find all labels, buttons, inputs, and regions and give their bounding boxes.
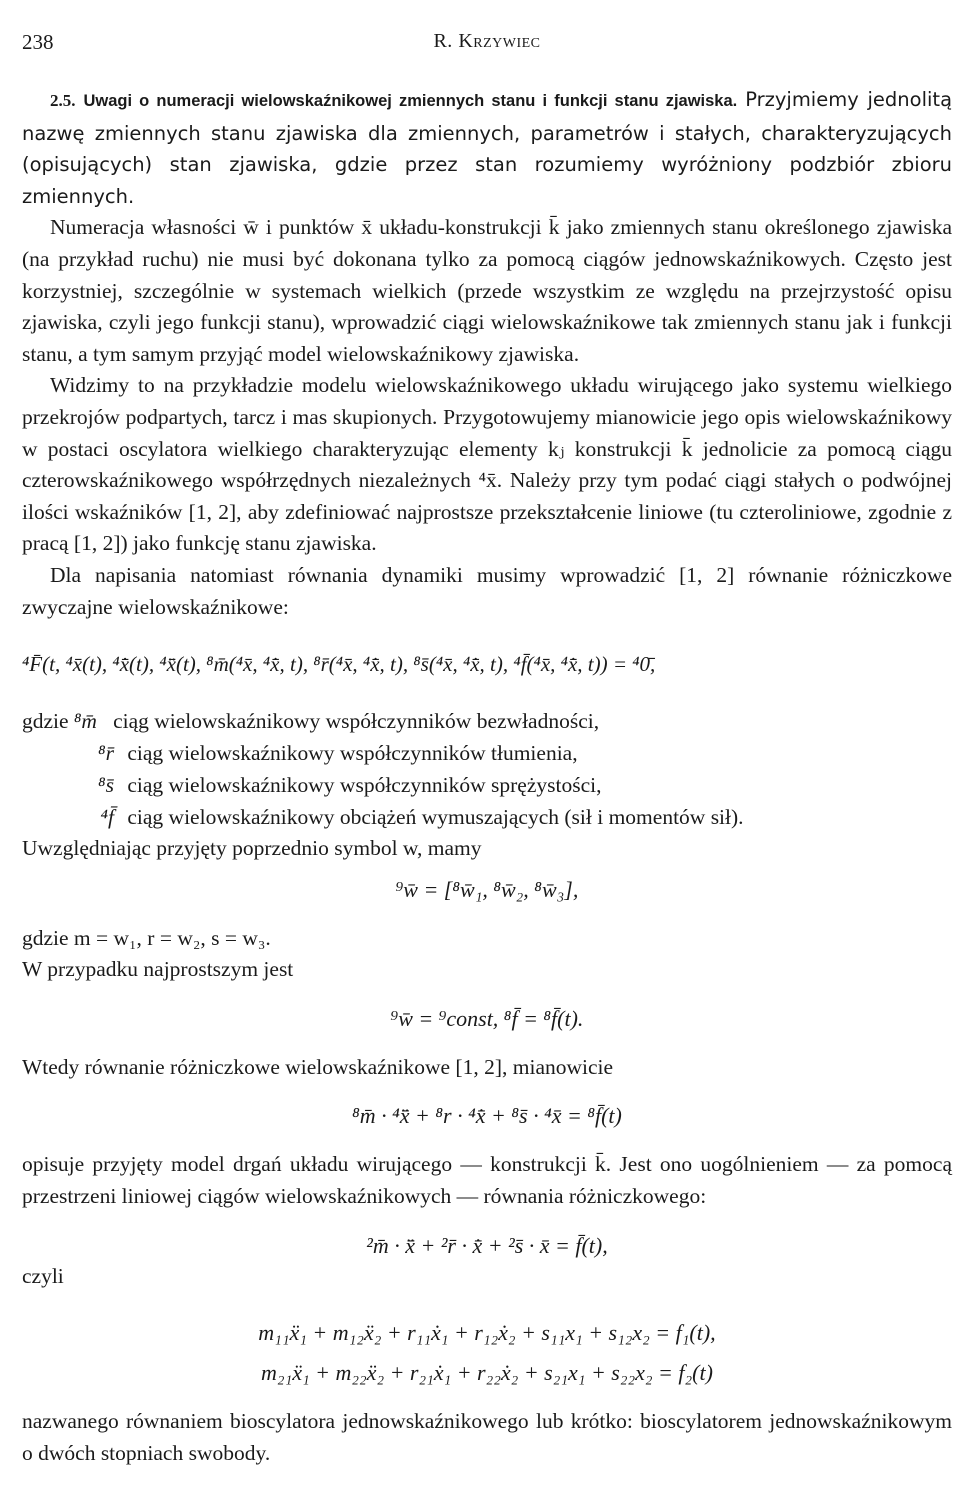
definition-text: ciąg wielowskaźnikowy obciążeń wymuszających (sił i momentów sił). [127, 805, 744, 830]
paragraph-widzimy-text: Widzimy to na przykładzie modelu wielowskaźnikowego układu wirującego jako systemu wielkiego przekrojów podpartych, tarcz i mas skupionych. Przygotowujemy mianowicie jego opis wielowskaźnikowy w postaci oscylatora wielkiego charakteryzując elementy kⱼ konstrukcji k̄ jednolicie za pomocą ciągu czterowskaźnikowego współrzędnych niezależnych ⁴x̄. Należy przy tym podać ciągi stałych o podwójnej ilości wskaźników [1, 2], aby zdefiniować najprostsze przekształcenie liniowe (tu czteroliniowe, zgodnie z pracą [1, 2]) jako funkcję stanu zjawiska. [22, 373, 952, 556]
running-title-surname: Krzywiec [458, 30, 541, 52]
section-title: Uwagi o numeracji wielowskaźnikowej zmiennych stanu i funkcji stanu zjawiska. [83, 92, 738, 110]
definition-row [22, 769, 952, 801]
equation-w: ⁹w̄ = [⁸w̄₁, ⁸w̄₂, ⁸w̄₃], [395, 876, 579, 902]
running-title [22, 30, 952, 53]
definition-row [22, 705, 952, 737]
definition-symbol: ⁸s̄ [98, 773, 114, 798]
equation-system-row-1: m₁₁ẍ₁ + m₁₂ẍ₂ + r₁₁ẋ₁ + r₁₂ẋ₂ + s₁₁x₁ + s₁₂x₂ = f₁(t), [258, 1320, 716, 1346]
paragraph-opisuje [22, 1149, 952, 1212]
definition-symbol: ⁸m̄ [73, 709, 97, 734]
paragraph-dla-napisania [22, 560, 952, 623]
definition-text: ciąg wielowskaźnikowy współczynników sprężystości, [127, 773, 602, 798]
equation-const: ⁹w̄ = ⁹const, ⁸f̄ = ⁸f̄(t). [390, 1005, 584, 1031]
text-uwzgledniajac: Uwzględniając przyjęty poprzednio symbol w, mamy [22, 836, 482, 861]
definition-row [22, 801, 952, 833]
section-number: 2.5. [50, 91, 76, 110]
page-number: 238 [22, 30, 54, 54]
equation-main: ⁴F̄(t, ⁴x̄(t), ⁴x̄̇(t), ⁴x̄̈(t), ⁸m̄(⁴x̄, ⁴x̄̇, t), ⁸r̄(⁴x̄, ⁴x̄̇, t), ⁸s̄(⁴x̄, ⁴x̄̇, t), ⁴f̄(⁴x̄, ⁴x̄̇, t)) = ⁴0̄, [22, 652, 656, 677]
text-czyli: czyli [22, 1263, 64, 1288]
definitions-list [22, 705, 952, 833]
definition-row [22, 737, 952, 769]
definition-symbol: ⁴f̄ [100, 805, 114, 830]
definitions-lead: gdzie [22, 709, 69, 734]
section-paragraph [22, 84, 952, 212]
paragraph-nazwanego [22, 1406, 952, 1469]
paragraph-opisuje-text: opisuje przyjęty model drgań układu wirującego — konstrukcji k̄. Jest ono uogólnieniem — za pomocą przestrzeni liniowej ciągów wielowskaźnikowych — równania różniczkowego: [22, 1152, 952, 1209]
definition-text: ciąg wielowskaźnikowy współczynników bezwładności, [113, 709, 600, 734]
text-wtedy: Wtedy równanie różniczkowe wielowskaźnikowe [1, 2], mianowicie [22, 1054, 614, 1079]
paragraph-dla-napisania-text: Dla napisania natomiast równania dynamiki musimy wprowadzić [1, 2] równanie różniczkowe zwyczajne wielowskaźnikowe: [22, 562, 952, 619]
section-lead-text: Przyjmiemy jednolitą nazwę zmiennych stanu zjawiska dla zmiennych, parametrów i stałych, charakteryzujących (opisujących) stan zjawiska, gdzie przez stan rozumiemy wyróżniony podzbiór zbioru zmiennych. [22, 88, 953, 208]
running-title-initial: R. [433, 30, 453, 52]
text-gdzie-mrs: gdzie m = w₁, r = w₂, s = w₃. [22, 925, 271, 950]
page-header [22, 30, 952, 64]
paragraph-numeracja-text: Numeracja własności w̄ i punktów x̄ układu-konstrukcji k̄ jako zmiennych stanu określonego zjawiska (na przykład ruchu) nie musi być dokonana tylko za pomocą ciągów jednowskaźnikowych. Często jest korzystniej, szczególnie w systemach wielkich (przede wszystkim ze względu na przejrzystość opisu zjawiska, czyli jego funkcji stanu), wprowadzić ciągi wielowskaźnikowe tak zmiennych stanu jak i funkcji stanu, a tym samym przyjąć model wielowskaźnikowy zjawiska. [22, 215, 952, 366]
definition-symbol: ⁸r̄ [98, 741, 114, 766]
paragraph-numeracja [22, 212, 952, 370]
equation-system-row-2: m₂₁ẍ₁ + m₂₂ẍ₂ + r₂₁ẋ₁ + r₂₂ẋ₂ + s₂₁x₁ + s₂₂x₂ = f₂(t) [261, 1360, 713, 1386]
paper-page [22, 30, 952, 1469]
paragraph-nazwanego-text: nazwanego równaniem bioscylatora jednowskaźnikowego lub krótko: bioscylatorem jednowskaźnikowym o dwóch stopniach swobody. [22, 1409, 952, 1465]
paragraph-widzimy [22, 370, 952, 560]
definition-text: ciąg wielowskaźnikowy współczynników tłumienia, [127, 741, 578, 766]
equation-two: ²m̄ · x̄̈ + ²r̄ · x̄̇ + ²s̄ · x̄ = f̄(t), [366, 1232, 608, 1258]
text-w-przypadku: W przypadku najprostszym jest [22, 957, 294, 982]
equation-multi: ⁸m̄ · ⁴x̄̈ + ⁸r · ⁴x̄̇ + ⁸s̄ · ⁴x̄ = ⁸f̄(t) [352, 1103, 622, 1129]
